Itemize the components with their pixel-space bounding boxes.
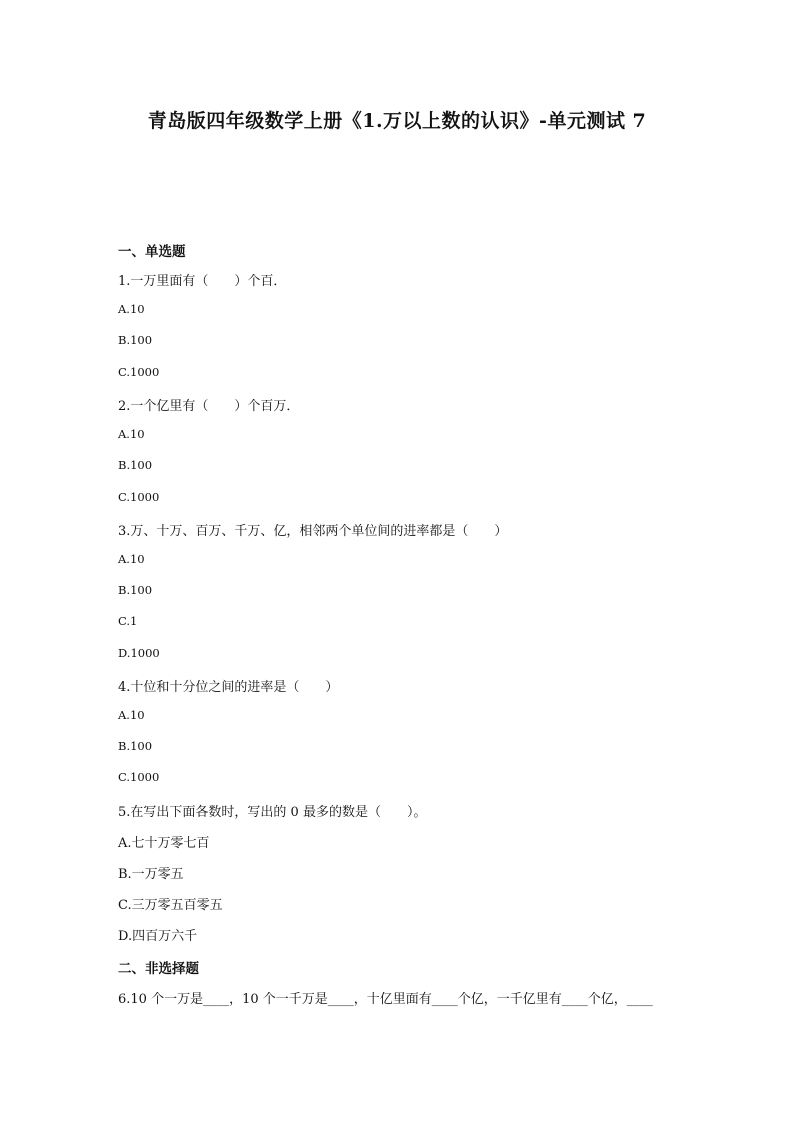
question-6: 6.10 个一万是____，10 个一千万是____，十亿里面有____个亿，一千亿里有____个亿，____: [118, 992, 653, 1007]
question-3: 3.万、十万、百万、千万、亿，相邻两个单位间的进率都是（ ）: [118, 524, 508, 539]
q1-option-b: B.100: [118, 333, 153, 347]
q1-option-a: A.10: [118, 302, 145, 316]
question-2: 2.一个亿里有（ ）个百万．: [118, 399, 300, 414]
question-1: 1.一万里面有（ ）个百．: [118, 274, 287, 289]
q5-option-c: C.三万零五百零五: [118, 898, 223, 913]
q5-option-a: A.七十万零七百: [118, 836, 210, 851]
q5-option-b: B.一万零五: [118, 867, 184, 882]
q4-option-b: B.100: [118, 739, 153, 753]
q4-option-a: A.10: [118, 708, 145, 722]
q3-option-b: B.100: [118, 583, 153, 597]
document-title: 青岛版四年级数学上册《1.万以上数的认识》-单元测试 7: [147, 110, 647, 132]
section-heading-non-choice: 二、非选择题: [118, 961, 199, 977]
q2-option-b: B.100: [118, 458, 153, 472]
q3-option-a: A.10: [118, 552, 145, 566]
q2-option-c: C.1000: [118, 490, 160, 504]
q4-option-c: C.1000: [118, 770, 160, 784]
q2-option-a: A.10: [118, 427, 145, 441]
question-5: 5.在写出下面各数时，写出的 0 最多的数是（ ）。: [118, 805, 427, 820]
q3-option-d: D.1000: [118, 646, 160, 660]
q3-option-c: C.1: [118, 614, 138, 628]
question-4: 4.十位和十分位之间的进率是（ ）: [118, 680, 339, 695]
section-heading-single-choice: 一、单选题: [118, 244, 186, 260]
q1-option-c: C.1000: [118, 365, 160, 379]
q5-option-d: D.四百万六千: [118, 929, 198, 944]
